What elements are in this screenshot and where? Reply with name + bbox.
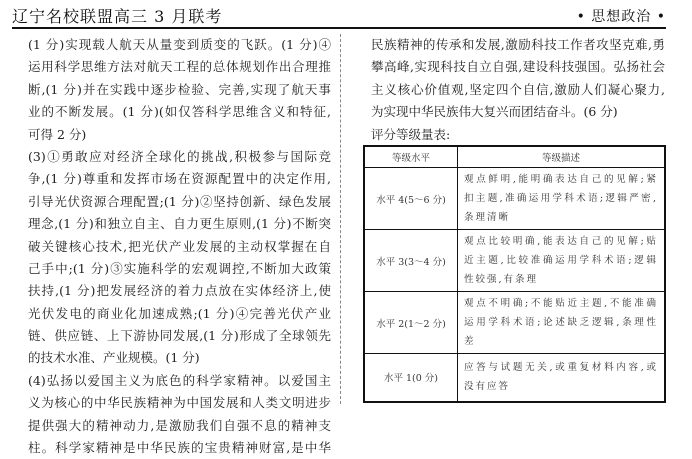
level-cell: 水平 1(0 分) xyxy=(364,354,458,402)
table-row xyxy=(364,230,665,292)
level-cell: 水平 2(1～2 分) xyxy=(364,292,458,354)
column-divider xyxy=(340,34,341,404)
table-header-row xyxy=(364,146,665,168)
description-cell: 观点鲜明,能明确表达自己的见解;紧扣主题,准确运用学科术语;逻辑严密,条理清晰 xyxy=(458,168,666,230)
text-line: (4)弘扬以爱国主义为底色的科学家精神。以爱国主 xyxy=(28,372,331,388)
text-line: (1 分)实现载人航天从量变到质变的飞跃。(1 分)④ xyxy=(28,37,331,52)
subject-label: • 思想政治 • xyxy=(576,9,666,25)
header-description: 等级描述 xyxy=(458,146,666,168)
left-column xyxy=(28,34,331,459)
table-row xyxy=(364,292,665,354)
text-line: 争,(1 分)尊重和发挥市场在资源配置中的决定作用, xyxy=(28,171,331,187)
text-line: 可得 2 分) xyxy=(28,126,87,142)
text-line: 断,(1 分)并在实践中逐步检验、完善,实现了航天事 xyxy=(28,81,331,97)
text-line: 引导光伏资源合理配置;(1 分)②坚持创新、绿色发展 xyxy=(28,193,331,209)
text-line: 链、供应链、上下游协同发展,(1 分)形成了全球领先 xyxy=(28,328,331,344)
text-line: 理念,(1 分)和独立自主、自力更生原则,(1 分)不断突 xyxy=(28,216,331,232)
text-line: 民族精神的传承和发展,激励科技工作者攻坚克难,勇 xyxy=(371,37,665,52)
text-line: 己手中;(1 分)③实施科学的宏观调控,不断加大政策 xyxy=(28,260,331,276)
level-cell: 水平 4(5～6 分) xyxy=(364,168,458,230)
text-line: 业的不断发展。(1 分)(如仅答科学思维含义和特征, xyxy=(28,104,331,120)
text-line: (3)①勇敢应对经济全球化的挑战,积极参与国际竞 xyxy=(28,148,331,164)
text-line: 柱。科学家精神是中华民族的宝贵精神财富,是中华 xyxy=(28,440,331,456)
level-cell: 水平 3(3～4 分) xyxy=(364,230,458,292)
text-line: 破关键核心技术,把光伏产业发展的主动权掌握在自 xyxy=(28,238,331,254)
text-line: 为实现中华民族伟大复兴而团结奋斗。(6 分) xyxy=(371,104,618,120)
header-level: 等级水平 xyxy=(364,146,458,168)
table-caption: 评分等级量表: xyxy=(371,126,451,142)
text-line: 主义核心价值观,坚定四个自信,激励人们凝心聚力, xyxy=(371,81,665,97)
text-line: 扶持,(1 分)把发展经济的着力点放在实体经济上,使 xyxy=(28,283,331,299)
table-row xyxy=(364,168,665,230)
right-column xyxy=(371,34,665,146)
text-line: 义为核心的中华民族精神为中国发展和人类文明进步 xyxy=(28,395,331,411)
text-line: 提供强大的精神动力,是激励我们自强不息的精神支 xyxy=(28,417,331,433)
exam-title: 辽宁名校联盟高三 3 月联考 xyxy=(12,7,223,26)
description-cell: 应答与试题无关,或重复材料内容,或没有应答 xyxy=(458,354,666,402)
text-line: 光伏发电的商业化加速成熟;(1 分)④完善光伏产业 xyxy=(28,305,331,321)
header-rule xyxy=(12,27,666,29)
description-cell: 观点不明确;不能贴近主题,不能准确运用学科术语;论述缺乏逻辑,条理性差 xyxy=(458,292,666,354)
text-line: 运用科学思维方法对航天工程的总体规划作出合理推 xyxy=(28,59,331,75)
description-cell: 观点比较明确,能表达自己的见解;贴近主题,比较准确运用学科术语;逻辑性较强,有条理 xyxy=(458,230,666,292)
grading-table xyxy=(363,145,666,403)
text-line: 攀高峰,实现科技自立自强,建设科技强国。弘扬社会 xyxy=(371,59,665,75)
text-line: 的技术水准、产业规模。(1 分) xyxy=(28,350,200,366)
table-row xyxy=(364,354,665,402)
